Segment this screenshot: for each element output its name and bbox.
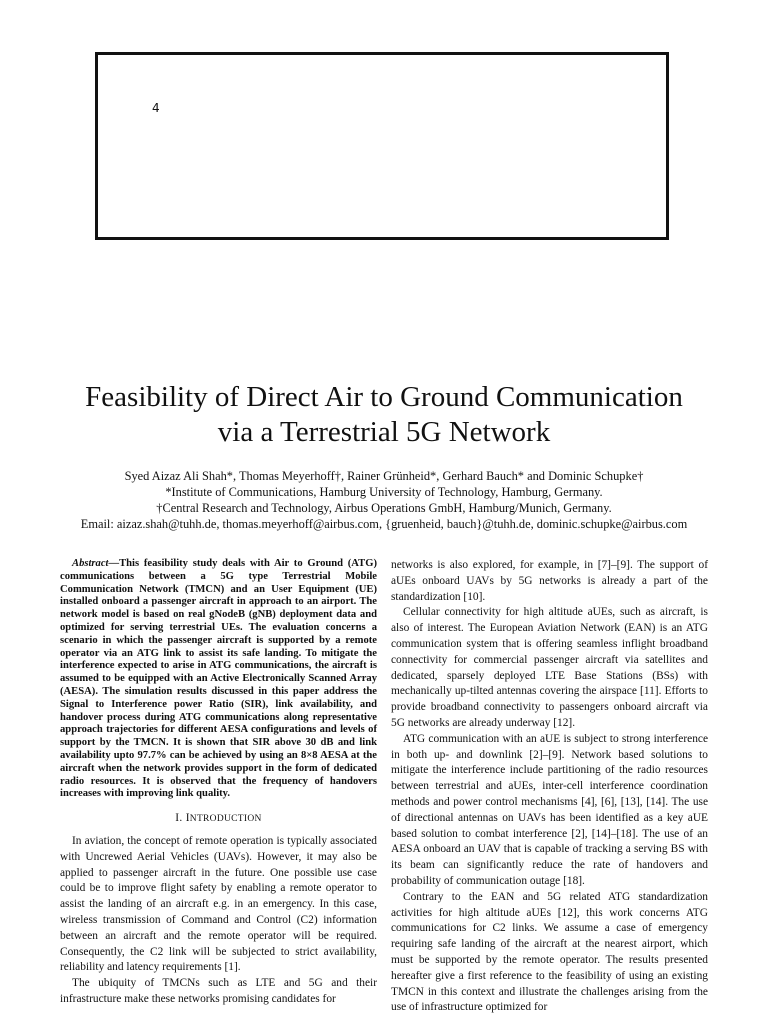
section-heading-introduction [60, 811, 377, 828]
abstract-lead: Abstract [72, 558, 109, 569]
abstract-text: —This feasibility study deals with Air to Ground (ATG) communications between a 5G type Terrestrial Mobile Communication Network (TMCN) and an User Equipment (UE) installed onboard a passenger aircraft in approach to an airport. The network model is based on real gNodeB (gNB) deployment data and optimized for serving terrestrial UEs. The evaluation concerns a scenario in which the passenger aircraft is supported by a remote operator via an ATG link to assist its safe landing. To mitigate the interference expected to arise in ATG communications, the aircraft is assumed to be equipped with an Active Electronically Scanned Array (AESA). The simulation results discussed in this paper address the Signal to Interference power Ratio (SIR), link availability, and handover process during ATG communications along representative approach trajectories for different AESA configurations and levels of support by the TMCN. It is shown that SIR above 30 dB and link availability upto 97.7% can be achieved by using an 8×8 AESA at the aircraft when the network provides support in the form of dedicated radio resources. It is observed that the frequency of handovers increases with improving link quality. [60, 558, 377, 800]
right-paragraph-3: ATG communication with an aUE is subject to strong interference in both up- and downlink [2]–[9]. Network based solutions to mitigate the interference include partitioning of the radio resources between terrestrial and aUEs, inter-cell interference coordination methods and power control mechanisms [4], [6], [13], [14]. The use of directional antennas on UAVs has been identified as a key aUE based solution to combat interference [2], [14]–[18]. The use of an AESA onboard an UAV that is capable of tracking a serving BS with its beam can significantly reduce the rate of handovers and probability of communication outage [18]. [391, 732, 708, 887]
title-line-1: Feasibility of Direct Air to Ground Communication [85, 381, 683, 413]
figure-placeholder-frame [95, 52, 669, 240]
intro-paragraph-2: The ubiquity of TMCNs such as LTE and 5G and their infrastructure make these networks promising candidates for [60, 977, 377, 1005]
author-block [20, 468, 748, 532]
page-number: 4 [152, 101, 160, 115]
title-line-2: via a Terrestrial 5G Network [217, 416, 551, 448]
author-emails: Email: aizaz.shah@tuhh.de, thomas.meyerhoff@airbus.com, {gruenheid, bauch}@tuhh.de, dominic.schupke@airbus.com [80, 517, 688, 531]
affiliation-1: *Institute of Communications, Hamburg University of Technology, Hamburg, Germany. [165, 485, 603, 499]
right-paragraph-1: networks is also explored, for example, in [7]–[9]. The support of aUEs onboard UAVs by 5G networks is already a part of the standardization [10]. [391, 559, 708, 603]
section-numeral: I. [175, 812, 186, 825]
affiliation-2: †Central Research and Technology, Airbus Operations GmbH, Hamburg/Munich, Germany. [156, 501, 612, 515]
left-column [60, 558, 377, 1008]
paper-title [40, 380, 728, 450]
right-column [391, 558, 708, 1016]
intro-paragraph-1: In aviation, the concept of remote operation is typically associated with Uncrewed Aerial Vehicles (UAVs). However, it may also be applied to passenger aircraft in the future. One possible use case could be to improve flight safety by enabling a remote operator to assist the landing of an aircraft e.g. in an emergency. In this case, wireless transmission of Command and Control (C2) information between an aircraft and the remote operator will be required. Consequently, the C2 link will be subjected to strict availability, reliability and latency requirements [1]. [60, 834, 377, 974]
author-names: Syed Aizaz Ali Shah*, Thomas Meyerhoff†, Rainer Grünheid*, Gerhard Bauch* and Dominic Schupke† [124, 469, 644, 483]
abstract [60, 558, 377, 801]
right-paragraph-2: Cellular connectivity for high altitude aUEs, such as aircraft, is also of interest. The European Aviation Network (EAN) is an ATG communication system that is offering seamless inflight broadband connectivity for commercial passenger aircraft via satellites and dedicated, sparsely deployed LTE Base Stations (BSs) with mechanically up-tilted antennas covering the airspace [11]. Efforts to provide broadband connectivity to passengers onboard aircraft via 5G networks are already underway [12]. [391, 606, 708, 729]
section-title-initial: I [185, 812, 190, 825]
section-title-rest: NTRODUCTION [189, 814, 262, 825]
right-paragraph-4: Contrary to the EAN and 5G related ATG standardization activities for high altitude aUEs [12], this work concerns ATG communications for C2 links. We assume a case of emergency requiring safe landing of the aircraft at the nearest airport, which must be supported by the remote operator. The results presented hereafter give a first reference to the feasibility of using an existing TMCN in this context and illustrate the challenges arising from the use of infrastructure optimized for [391, 890, 708, 1014]
